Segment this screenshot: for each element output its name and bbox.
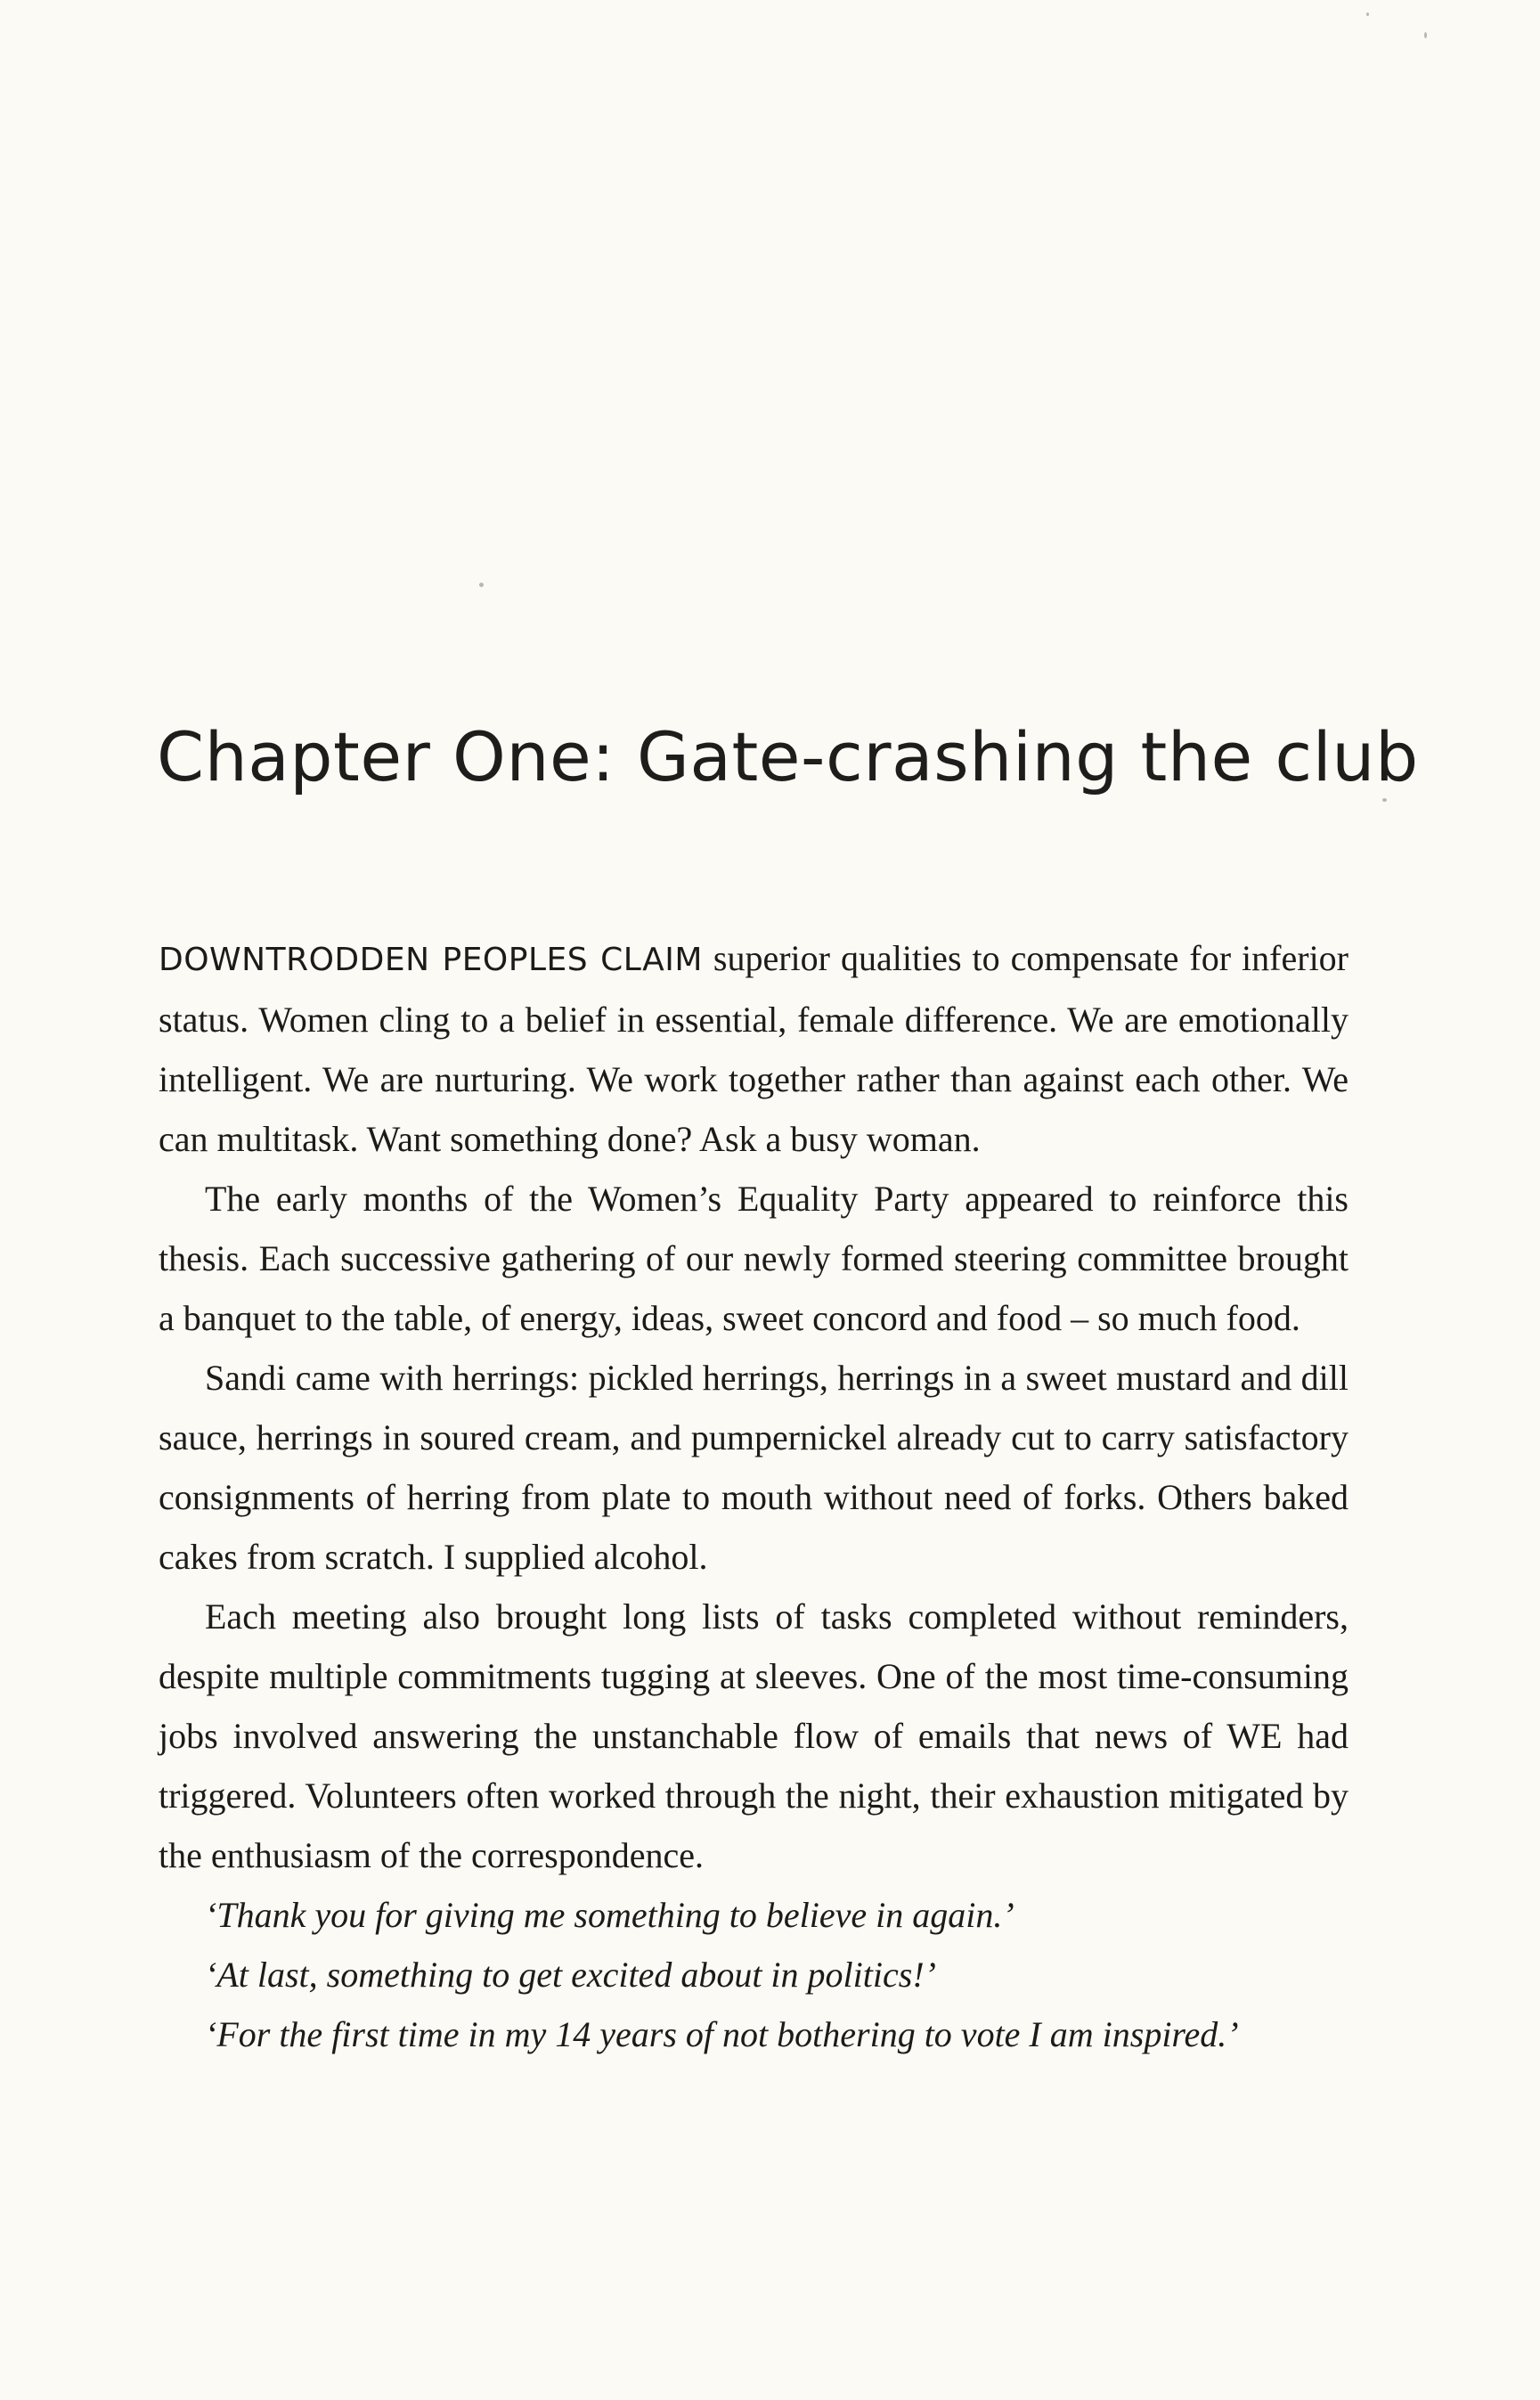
paragraph-text: superior qualities to compensate for inferior status. Women cling to a belief in essential, female difference. We are emotionally intelligent. We are nurturing. We work together rather than against each other. We can multitask. Want something done? Ask a busy woman. — [159, 938, 1349, 1159]
paper-speck — [1424, 32, 1427, 38]
quote: ‘Thank you for giving me something to believe in again.’ — [205, 1895, 1014, 1935]
paragraph: The early months of the Women’s Equality Party appeared to reinforce this thesis. Each successive gathering of our newly formed steering committee brought a banquet to the table, of energy, ideas, sweet concord and food – so much food. — [159, 1179, 1349, 1338]
paper-speck — [479, 583, 484, 587]
quote: ‘At last, something to get excited about in politics!’ — [205, 1955, 936, 1995]
chapter-body — [159, 928, 1349, 2064]
chapter-title: Chapter One: Gate-crashing the club — [157, 717, 1419, 796]
paragraph: Sandi came with herrings: pickled herrings, herrings in a sweet mustard and dill sauce, herrings in soured cream, and pumpernickel already cut to carry satisfactory consignments of herring from plate to mouth without need of forks. Others baked cakes from scratch. I supplied alcohol. — [159, 1358, 1349, 1577]
paragraph: Each meeting also brought long lists of tasks completed without reminders, despite multiple commitments tugging at sleeves. One of the most time-consuming jobs involved answering the unstanchable flow of emails that news of WE had triggered. Volunteers often worked through the night, their exhaustion mitigated by the enthusiasm of the correspondence. — [159, 1596, 1349, 1875]
paragraph — [159, 928, 1349, 1169]
paper-speck — [1366, 12, 1369, 16]
paper-speck — [1382, 798, 1387, 802]
quote: ‘For the first time in my 14 years of not bothering to vote I am inspired.’ — [205, 2014, 1239, 2054]
paragraph-lead-in: DOWNTRODDEN PEOPLES CLAIM — [159, 942, 703, 978]
